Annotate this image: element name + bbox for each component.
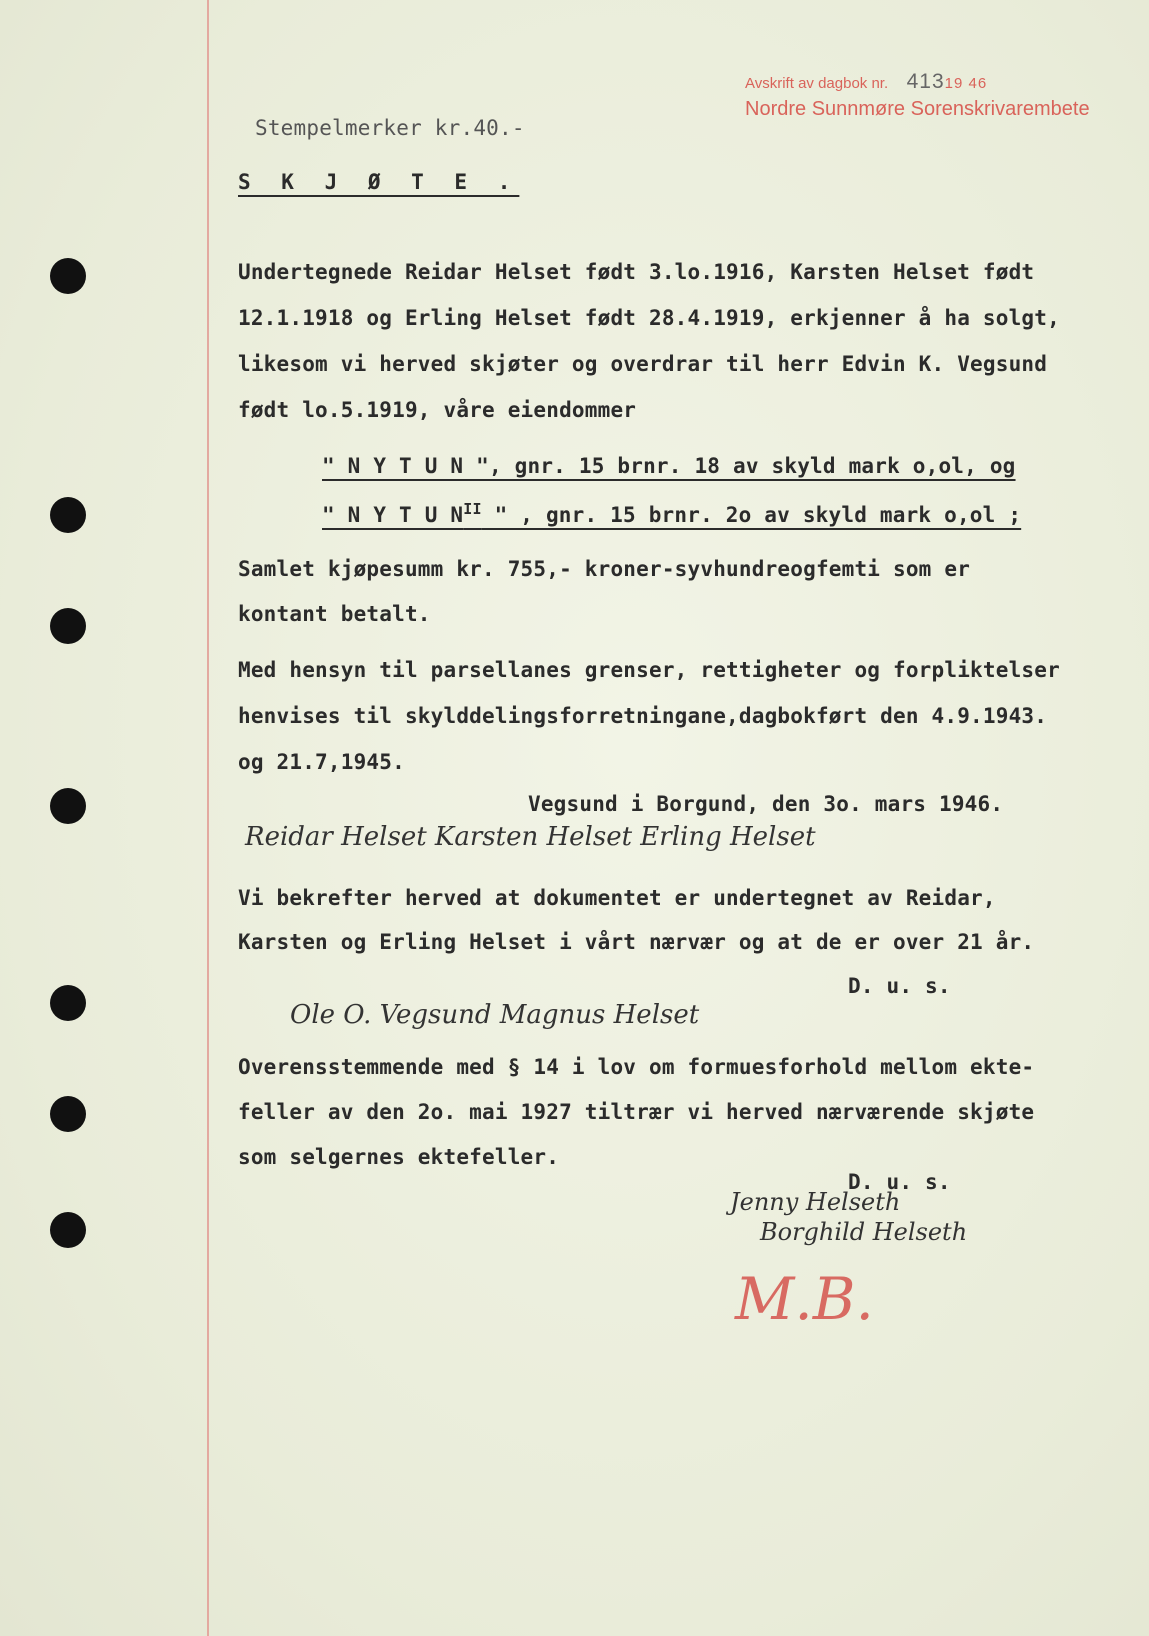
boundaries-line: henvises til skylddelingsforretningane,dagbokført den 4.9.1943.: [238, 704, 1048, 728]
sellers-signatures: Reidar Helset Karsten Helset Erling Helset: [245, 822, 816, 852]
stamp-number: 413: [906, 70, 945, 93]
registry-stamp: [745, 70, 1090, 121]
spouse-signature: Borghild Helseth: [760, 1218, 968, 1246]
price-line: kontant betalt.: [238, 602, 431, 626]
witness-line: Vi bekrefter herved at dokumentet er undertegnet av Reidar,: [238, 886, 996, 910]
document-title: S K J Ø T E .: [238, 170, 520, 194]
margin-line: [207, 0, 209, 1636]
place-date: Vegsund i Borgund, den 3o. mars 1946.: [528, 792, 1004, 816]
punch-hole: [50, 497, 86, 533]
boundaries-line: Med hensyn til parsellanes grenser, rettigheter og forpliktelser: [238, 658, 1060, 682]
body-line: født lo.5.1919, våre eiendommer: [238, 398, 637, 422]
witness-signatures: Ole O. Vegsund Magnus Helset: [290, 1000, 700, 1030]
price-line: Samlet kjøpesumm kr. 755,- kroner-syvhundreogfemti som er: [238, 557, 971, 581]
stamp-label: Avskrift av dagbok nr.: [745, 75, 889, 92]
punch-hole: [50, 1212, 86, 1248]
body-line: likesom vi herved skjøter og overdrar til herr Edvin K. Vegsund: [238, 352, 1048, 376]
punch-hole: [50, 608, 86, 644]
dus-closing: D. u. s.: [848, 974, 951, 998]
body-line: 12.1.1918 og Erling Helset født 28.4.1919, erkjenner å ha solgt,: [238, 306, 1060, 330]
punch-hole: [50, 1096, 86, 1132]
property-line: [322, 500, 1021, 527]
punch-hole: [50, 788, 86, 824]
body-line: Undertegnede Reidar Helset født 3.lo.1916, Karsten Helset født: [238, 260, 1035, 284]
witness-line: Karsten og Erling Helset i vårt nærvær og at de er over 21 år.: [238, 930, 1035, 954]
initials: M.B.: [735, 1265, 874, 1333]
stamp-office: Nordre Sunnmøre Sorenskrivarembete: [745, 98, 1090, 120]
stamp-fee: Stempelmerker kr.40.-: [255, 116, 525, 140]
spouse-line: feller av den 2o. mai 1927 tiltrær vi herved nærværende skjøte: [238, 1100, 1035, 1124]
boundaries-line: og 21.7,1945.: [238, 750, 405, 774]
punch-hole: [50, 985, 86, 1021]
spouse-line: som selgernes ektefeller.: [238, 1145, 560, 1169]
property-line: " N Y T U N ", gnr. 15 brnr. 18 av skyld mark o,ol, og: [322, 454, 1016, 478]
punch-hole: [50, 258, 86, 294]
property-details: " , gnr. 15 brnr. 2o av skyld mark o,ol ;: [481, 503, 1022, 527]
property-name: " N Y T U N: [322, 503, 464, 527]
spouse-signature: Jenny Helseth: [730, 1188, 901, 1216]
property-number: II: [463, 500, 482, 518]
stamp-year: 19 46: [944, 75, 988, 92]
spouse-line: Overensstemmende med § 14 i lov om formuesforhold mellom ekte-: [238, 1055, 1035, 1079]
dus-closing: D. u. s.: [848, 1170, 951, 1194]
